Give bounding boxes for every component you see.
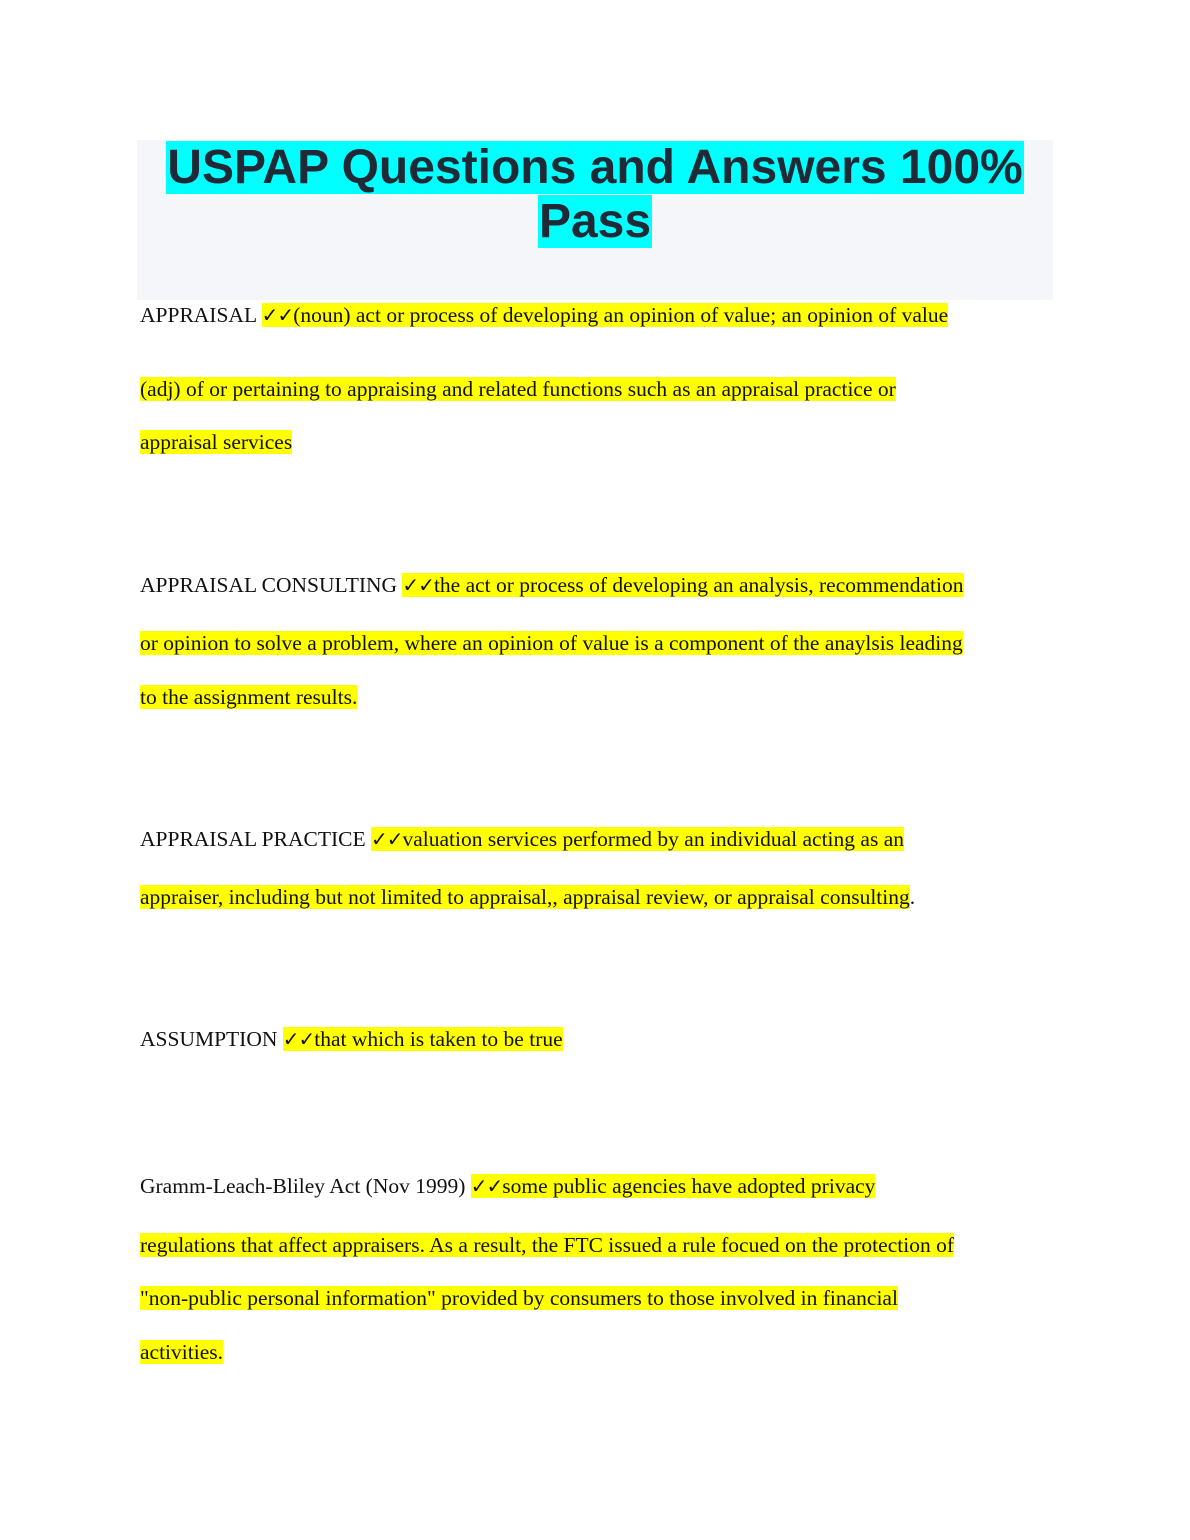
definition-text: that which is taken to be true: [314, 1027, 563, 1051]
entry-line: [140, 1233, 954, 1258]
entry-definition-highlight: [262, 303, 949, 327]
entry-line: [140, 685, 357, 710]
entry-line: [140, 1340, 223, 1365]
entry-line: [140, 1286, 898, 1311]
entry-line: [140, 827, 904, 852]
entry-definition-highlight: [283, 1027, 563, 1051]
document-title: [137, 141, 1053, 249]
entry-term: APPRAISAL PRACTICE: [140, 827, 366, 851]
entry-line: [140, 573, 964, 598]
entry-definition-highlight: [471, 1174, 876, 1198]
entry-term: APPRAISAL CONSULTING: [140, 573, 398, 597]
definition-text: (noun) act or process of developing an opinion of value; an opinion of value: [293, 303, 949, 327]
definition-text: activities.: [140, 1340, 223, 1364]
definition-text: appraiser, including but not limited to appraisal,, appraisal review, or appraisal consulting: [140, 885, 910, 909]
definition-text: to the assignment results.: [140, 685, 358, 709]
double-check-icon: ✓✓: [282, 1027, 315, 1051]
definition-text: regulations that affect appraisers. As a result, the FTC issued a rule focued on the protection of: [140, 1233, 954, 1257]
definition-text: appraisal services: [140, 430, 293, 454]
trailing-punctuation: .: [909, 885, 916, 909]
entry-definition-highlight: [402, 573, 963, 597]
double-check-icon: ✓✓: [470, 1174, 503, 1198]
entry-line: [140, 631, 963, 656]
entry-term: APPRAISAL: [140, 303, 257, 327]
entry-term: ASSUMPTION: [140, 1027, 278, 1051]
definition-text: or opinion to solve a problem, where an opinion of value is a component of the anaylsis leading: [140, 631, 963, 655]
definition-text: the act or process of developing an analysis, recommendation: [433, 573, 964, 597]
title-line-2: Pass: [538, 195, 652, 248]
double-check-icon: ✓✓: [370, 827, 403, 851]
entry-line: [140, 377, 896, 402]
entry-line: [140, 1027, 563, 1052]
entry-line: [140, 1174, 875, 1199]
entry-line: [140, 885, 915, 910]
definition-text: valuation services performed by an individual acting as an: [402, 827, 904, 851]
double-check-icon: ✓✓: [402, 573, 434, 597]
definition-text: (adj) of or pertaining to appraising and related functions such as an appraisal practice or: [140, 377, 896, 401]
entry-definition-highlight: [371, 827, 904, 851]
entry-line: [140, 303, 948, 328]
definition-text: some public agencies have adopted privacy: [502, 1174, 876, 1198]
definition-text: "non-public personal information" provided by consumers to those involved in financial: [140, 1286, 898, 1310]
double-check-icon: ✓✓: [261, 303, 294, 327]
entry-term: Gramm-Leach-Bliley Act (Nov 1999): [140, 1174, 466, 1198]
title-line-1: USPAP Questions and Answers 100%: [167, 141, 1023, 194]
entry-line: [140, 430, 292, 455]
